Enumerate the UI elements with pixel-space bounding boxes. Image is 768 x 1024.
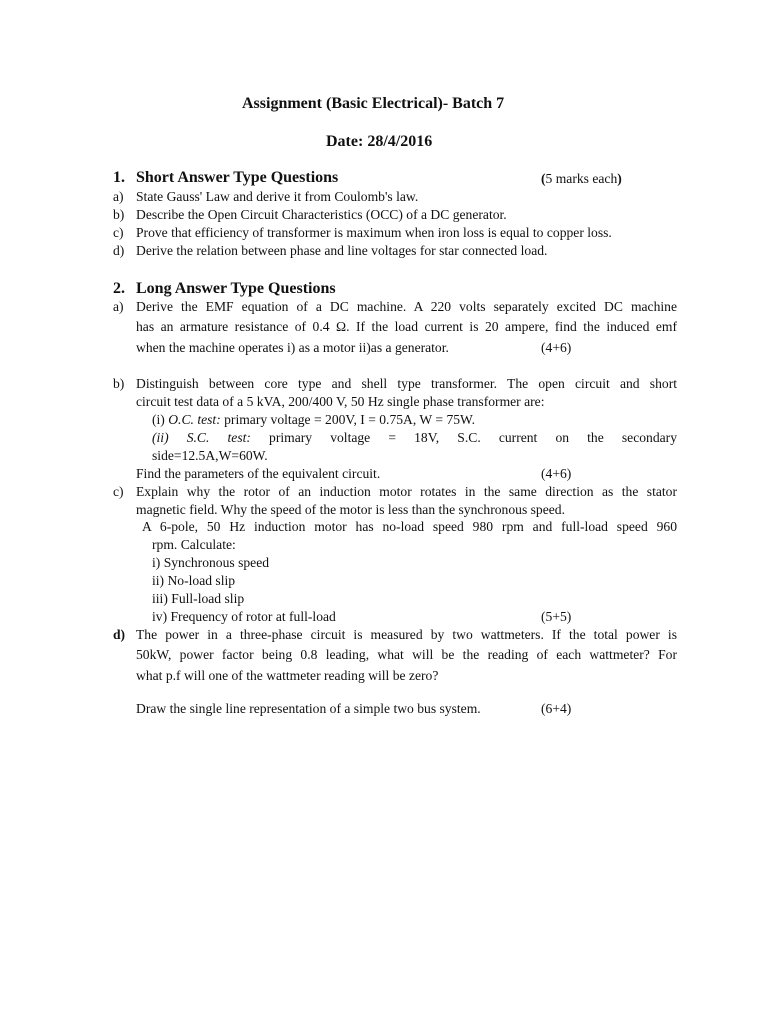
question-text: Derive the relation between phase and line voltages for star connected load. <box>136 243 548 258</box>
question-text: Explain why the rotor of an induction motor rotates in the same direction as the stator <box>136 484 677 499</box>
question-text: The power in a three-phase circuit is measured by two wattmeters. If the total power is <box>136 627 677 642</box>
question-label: a) <box>113 299 124 314</box>
question-text: rpm. Calculate: <box>152 537 236 552</box>
question-label: c) <box>113 484 124 499</box>
question-text: what p.f will one of the wattmeter reading will be zero? <box>136 668 439 683</box>
question-text: magnetic field. Why the speed of the motor is less than the synchronous speed. <box>136 502 565 517</box>
section1-marks <box>541 172 622 186</box>
question-label: a) <box>113 189 124 204</box>
question-text: State Gauss' Law and derive it from Coulomb's law. <box>136 189 419 204</box>
question-label: d) <box>113 243 125 258</box>
sc-label: (ii) S.C. test: <box>152 430 251 445</box>
question-label: b) <box>113 376 125 391</box>
sc-text: primary voltage = 18V, S.C. current on the secondary <box>250 430 677 445</box>
question-text: has an armature resistance of 0.4 Ω. If the load current is 20 ampere, find the induced emf <box>136 319 677 334</box>
sub-question: i) Synchronous speed <box>152 555 270 570</box>
assignment-date: Date: 28/4/2016 <box>326 133 433 150</box>
section1-number: 1. <box>113 169 125 186</box>
question-marks: (5+5) <box>541 609 572 624</box>
oc-test-line <box>152 413 475 427</box>
question-text: Derive the EMF equation of a DC machine. A 220 volts separately excited DC machine <box>136 299 677 314</box>
assignment-title: Assignment (Basic Electrical)- Batch 7 <box>242 95 505 112</box>
question-text: 50kW, power factor being 0.8 leading, what will be the reading of each wattmeter? For <box>136 647 677 662</box>
question-marks: (6+4) <box>541 701 572 716</box>
question-text: Describe the Open Circuit Characteristics (OCC) of a DC generator. <box>136 207 507 222</box>
question-text: Prove that efficiency of transformer is maximum when iron loss is equal to copper loss. <box>136 225 612 240</box>
question-label: c) <box>113 225 124 240</box>
marks-text: 5 marks each <box>545 171 618 186</box>
oc-prefix: (i) <box>152 412 169 427</box>
question-text: when the machine operates i) as a motor ii)as a generator. <box>136 340 449 355</box>
question-text: Draw the single line representation of a simple two bus system. <box>136 701 481 716</box>
marks-close-paren: ) <box>617 171 622 186</box>
section2-heading: Long Answer Type Questions <box>136 280 336 297</box>
sub-question: iii) Full-load slip <box>152 591 245 606</box>
marks-open-paren: ( <box>541 171 546 186</box>
sub-question: ii) No-load slip <box>152 573 236 588</box>
oc-text: primary voltage = 200V, I = 0.75A, W = 75W. <box>220 412 476 427</box>
question-text: A 6-pole, 50 Hz induction motor has no-load speed 980 rpm and full-load speed 960 <box>142 519 677 534</box>
sc-test-line <box>152 431 677 445</box>
question-text: Find the parameters of the equivalent circuit. <box>136 466 381 481</box>
question-text: side=12.5A,W=60W. <box>152 448 268 463</box>
question-marks: (4+6) <box>541 466 572 481</box>
question-marks: (4+6) <box>541 340 572 355</box>
question-label: b) <box>113 207 125 222</box>
sub-question: iv) Frequency of rotor at full-load <box>152 609 336 624</box>
section2-number: 2. <box>113 280 125 297</box>
question-text: circuit test data of a 5 kVA, 200/400 V, 50 Hz single phase transformer are: <box>136 394 545 409</box>
question-label: d) <box>113 627 126 642</box>
question-text: Distinguish between core type and shell type transformer. The open circuit and short <box>136 376 677 391</box>
section1-heading: Short Answer Type Questions <box>136 169 339 186</box>
oc-label: O.C. test: <box>168 412 221 427</box>
